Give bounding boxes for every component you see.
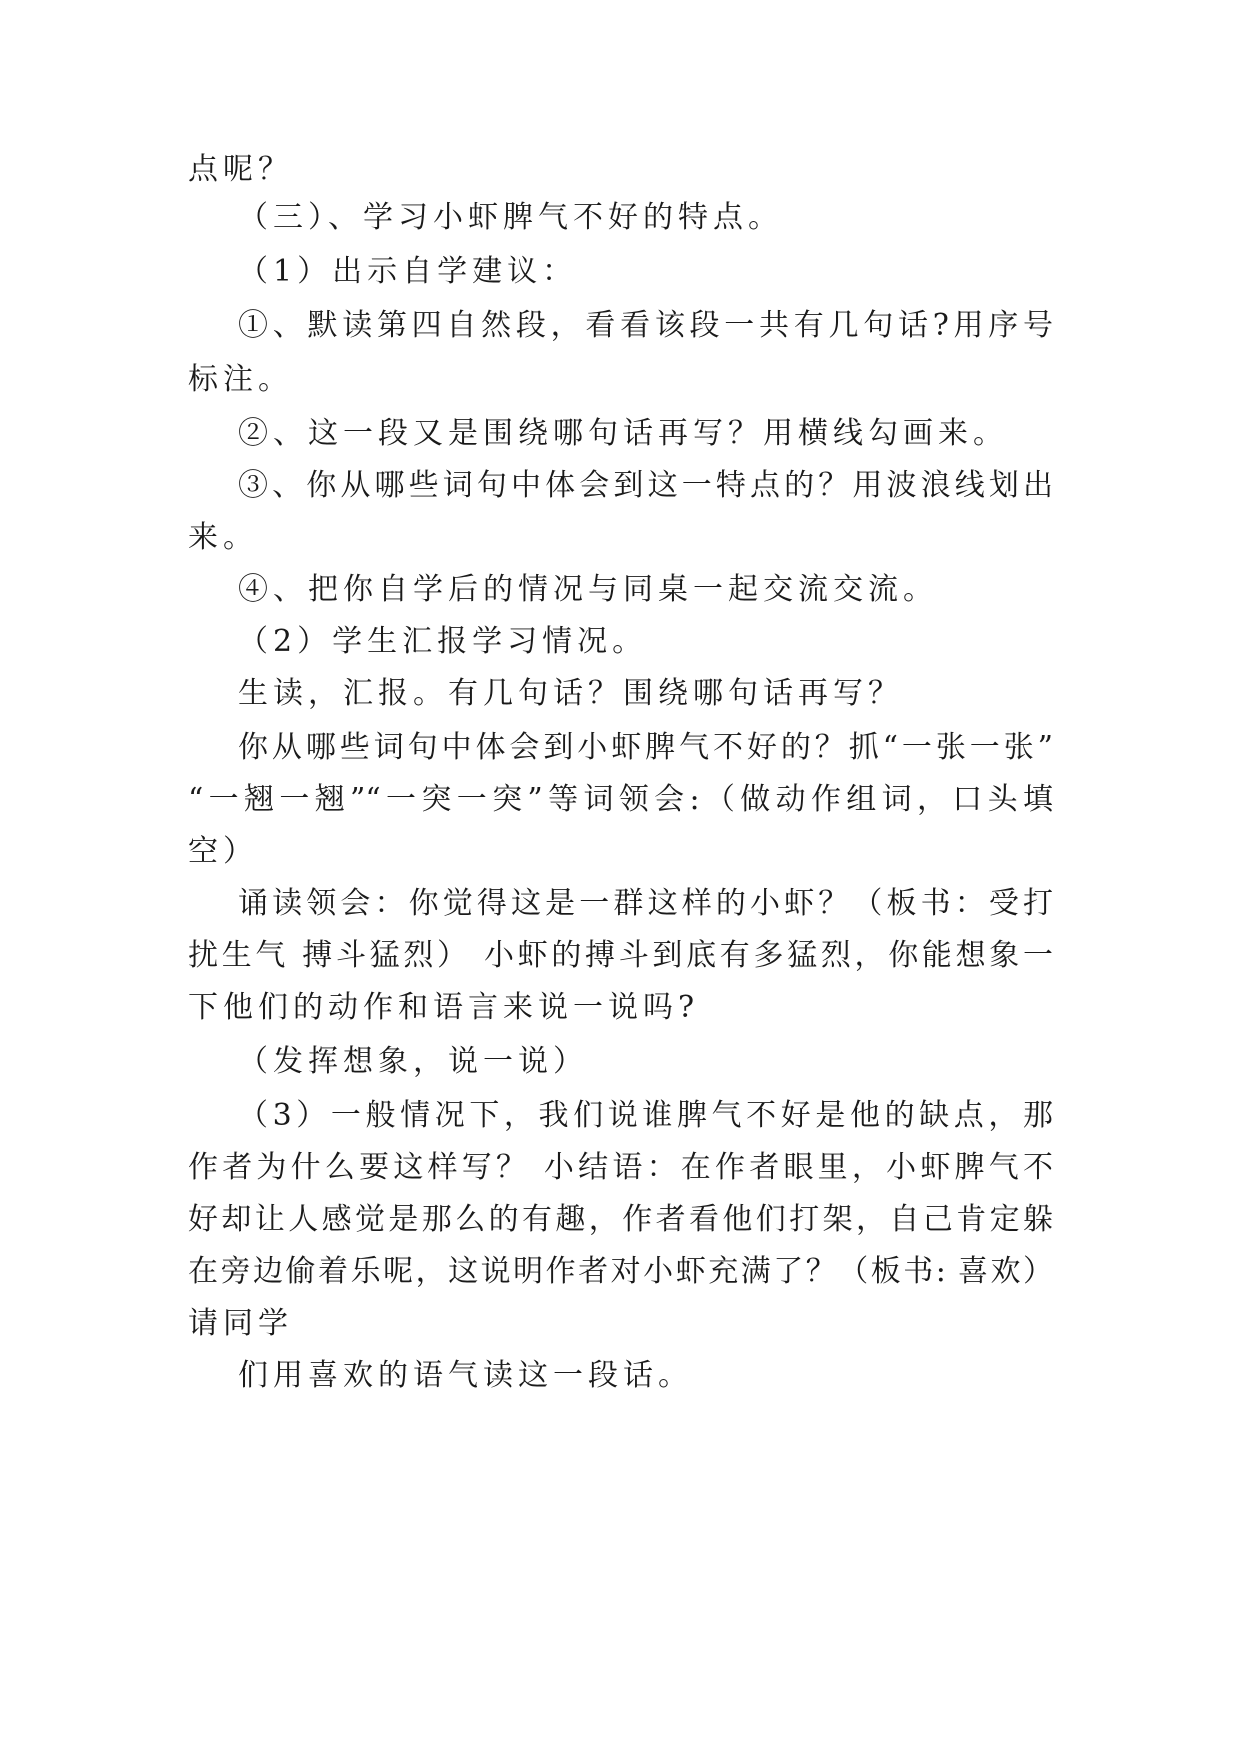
text-line: 点呢？ [188,152,293,187]
text-line: 作者为什么要这样写？ 小结语：在作者眼里，小虾脾气不 [188,1150,1053,1185]
text-line: 好却让人感觉是那么的有趣，作者看他们打架，自己肯定躲 [188,1202,1053,1237]
text-line: 标注。 [188,362,293,397]
text-line: （发挥想象，说一说） [238,1044,588,1079]
text-line: 们用喜欢的语气读这一段话。 [238,1358,693,1393]
text-line: ②、这一段又是围绕哪句话再写？用横线勾画来。 [238,416,1008,451]
section-heading: （三）、学习小虾脾气不好的特点。 [238,200,783,235]
text-line: 生读，汇报。有几句话？围绕哪句话再写？ [238,676,903,711]
text-line: 在旁边偷着乐呢，这说明作者对小虾充满了？（板书: 喜欢） [188,1254,1053,1289]
text-line: 下他们的动作和语言来说一说吗? [188,990,700,1025]
subsection-heading: （2）学生汇报学习情况。 [238,624,648,659]
text-line: 请同学 [188,1306,293,1341]
text-line: 你从哪些词句中体会到小虾脾气不好的？抓“一张一张” [238,730,1053,765]
subsection-heading: （1）出示自学建议： [238,254,578,289]
text-line: “一翘一翘”“一突一突”等词领会:（做动作组词，口头填 [188,782,1053,817]
text-line: 来。 [188,520,258,555]
text-line: ④、把你自学后的情况与同桌一起交流交流。 [238,572,938,607]
subsection-heading: （3）一般情况下，我们说谁脾气不好是他的缺点，那 [238,1098,1053,1133]
text-line: 空） [188,834,258,869]
text-line: 诵读领会：你觉得这是一群这样的小虾？（板书：受打 [238,886,1053,921]
text-line: ①、默读第四自然段，看看该段一共有几句话?用序号 [238,308,1053,343]
text-line: 扰生气 搏斗猛烈） 小虾的搏斗到底有多猛烈，你能想象一 [188,938,1053,973]
text-line: ③、你从哪些词句中体会到这一特点的？用波浪线划出 [238,468,1053,503]
